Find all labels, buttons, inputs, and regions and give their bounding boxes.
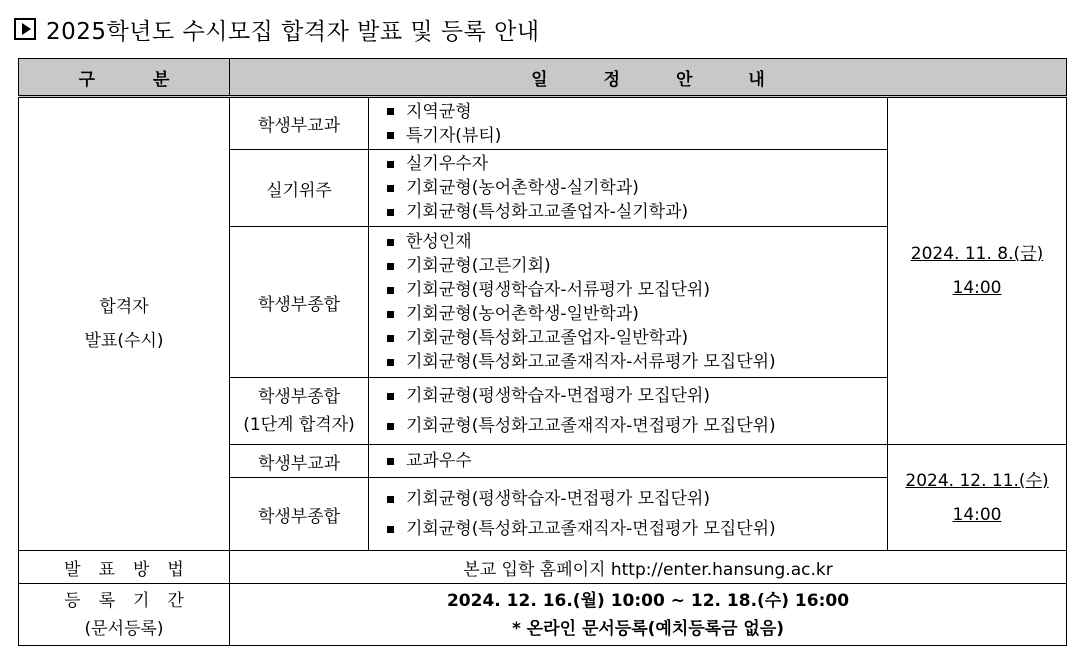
method-text: 본교 입학 홈페이지 http://enter.hansung.ac.kr	[230, 551, 1067, 584]
square-bullet-icon	[387, 335, 394, 342]
square-bullet-icon	[387, 185, 394, 192]
items-cell	[369, 150, 888, 227]
square-bullet-icon	[387, 423, 394, 430]
schedule-table	[18, 58, 1067, 646]
list-item: 기회균형(농어촌학생-실기학과)	[387, 176, 887, 200]
square-bullet-icon	[387, 287, 394, 294]
registration-period: 2024. 12. 16.(월) 10:00 ~ 12. 18.(수) 16:00	[446, 590, 850, 611]
list-item: 기회균형(고른기회)	[387, 254, 887, 278]
list-item: 기회균형(특성화고교졸업자-실기학과)	[387, 200, 887, 224]
square-bullet-icon	[387, 209, 394, 216]
list-item: 실기우수자	[387, 152, 887, 176]
square-bullet-icon	[387, 263, 394, 270]
list-item: 기회균형(평생학습자-면접평가 모집단위)	[387, 484, 887, 514]
square-bullet-icon	[387, 393, 394, 400]
list-item: 한성인재	[387, 230, 887, 254]
square-bullet-icon	[387, 239, 394, 246]
type-cell: 학생부종합	[230, 478, 369, 551]
square-bullet-icon	[387, 458, 394, 465]
header-schedule: 일정안내	[230, 59, 1067, 97]
table-row	[19, 97, 1067, 150]
list-item: 기회균형(평생학습자-면접평가 모집단위)	[387, 381, 887, 411]
list-item: 기회균형(특성화고교졸재직자-서류평가 모집단위)	[387, 350, 887, 374]
announce-time-1: 14:00	[952, 278, 1002, 298]
list-item: 기회균형(특성화고교졸업자-일반학과)	[387, 326, 887, 350]
method-label: 발표방법	[19, 551, 230, 584]
table-row	[19, 584, 1067, 646]
date-cell-2	[888, 445, 1067, 551]
registration-label: 등록기간 (문서등록)	[19, 584, 230, 646]
items-cell	[369, 478, 888, 551]
type-cell: 학생부교과	[230, 97, 369, 150]
square-bullet-icon	[387, 108, 394, 115]
square-bullet-icon	[387, 359, 394, 366]
registration-text	[230, 584, 1067, 646]
list-item: 기회균형(특성화고교졸재직자-면접평가 모집단위)	[387, 514, 887, 544]
type-cell: 학생부교과	[230, 445, 369, 478]
square-bullet-icon	[387, 311, 394, 318]
table-header-row	[19, 59, 1067, 97]
announce-time-2: 14:00	[952, 504, 1002, 525]
page-title: 2025학년도 수시모집 합격자 발표 및 등록 안내	[46, 18, 540, 45]
list-item: 기회균형(특성화고교졸재직자-면접평가 모집단위)	[387, 411, 887, 441]
type-cell: 실기위주	[230, 150, 369, 227]
square-bullet-icon	[387, 496, 394, 503]
announce-date-2: 2024. 12. 11.(수)	[905, 470, 1049, 491]
list-item: 기회균형(농어촌학생-일반학과)	[387, 302, 887, 326]
list-item: 지역균형	[387, 100, 887, 124]
registration-note: * 온라인 문서등록(예치등록금 없음)	[511, 618, 785, 639]
header-category: 구분	[19, 59, 230, 97]
square-bullet-icon	[387, 526, 394, 533]
square-bullet-icon	[387, 132, 394, 139]
items-cell	[369, 445, 888, 478]
page-title-row	[14, 12, 540, 46]
table-row	[19, 551, 1067, 584]
items-cell	[369, 227, 888, 378]
type-cell: 학생부종합	[230, 227, 369, 378]
type-cell: 학생부종합 (1단계 합격자)	[230, 378, 369, 445]
arrow-box-icon	[14, 18, 36, 40]
list-item: 기회균형(평생학습자-서류평가 모집단위)	[387, 278, 887, 302]
announce-label: 합격자 발표(수시)	[19, 97, 230, 551]
list-item: 특기자(뷰티)	[387, 124, 887, 148]
date-cell-1	[888, 97, 1067, 445]
list-item: 교과우수	[387, 449, 887, 473]
announce-date-1: 2024. 11. 8.(금)	[910, 244, 1044, 264]
square-bullet-icon	[387, 161, 394, 168]
items-cell	[369, 378, 888, 445]
items-cell	[369, 97, 888, 150]
